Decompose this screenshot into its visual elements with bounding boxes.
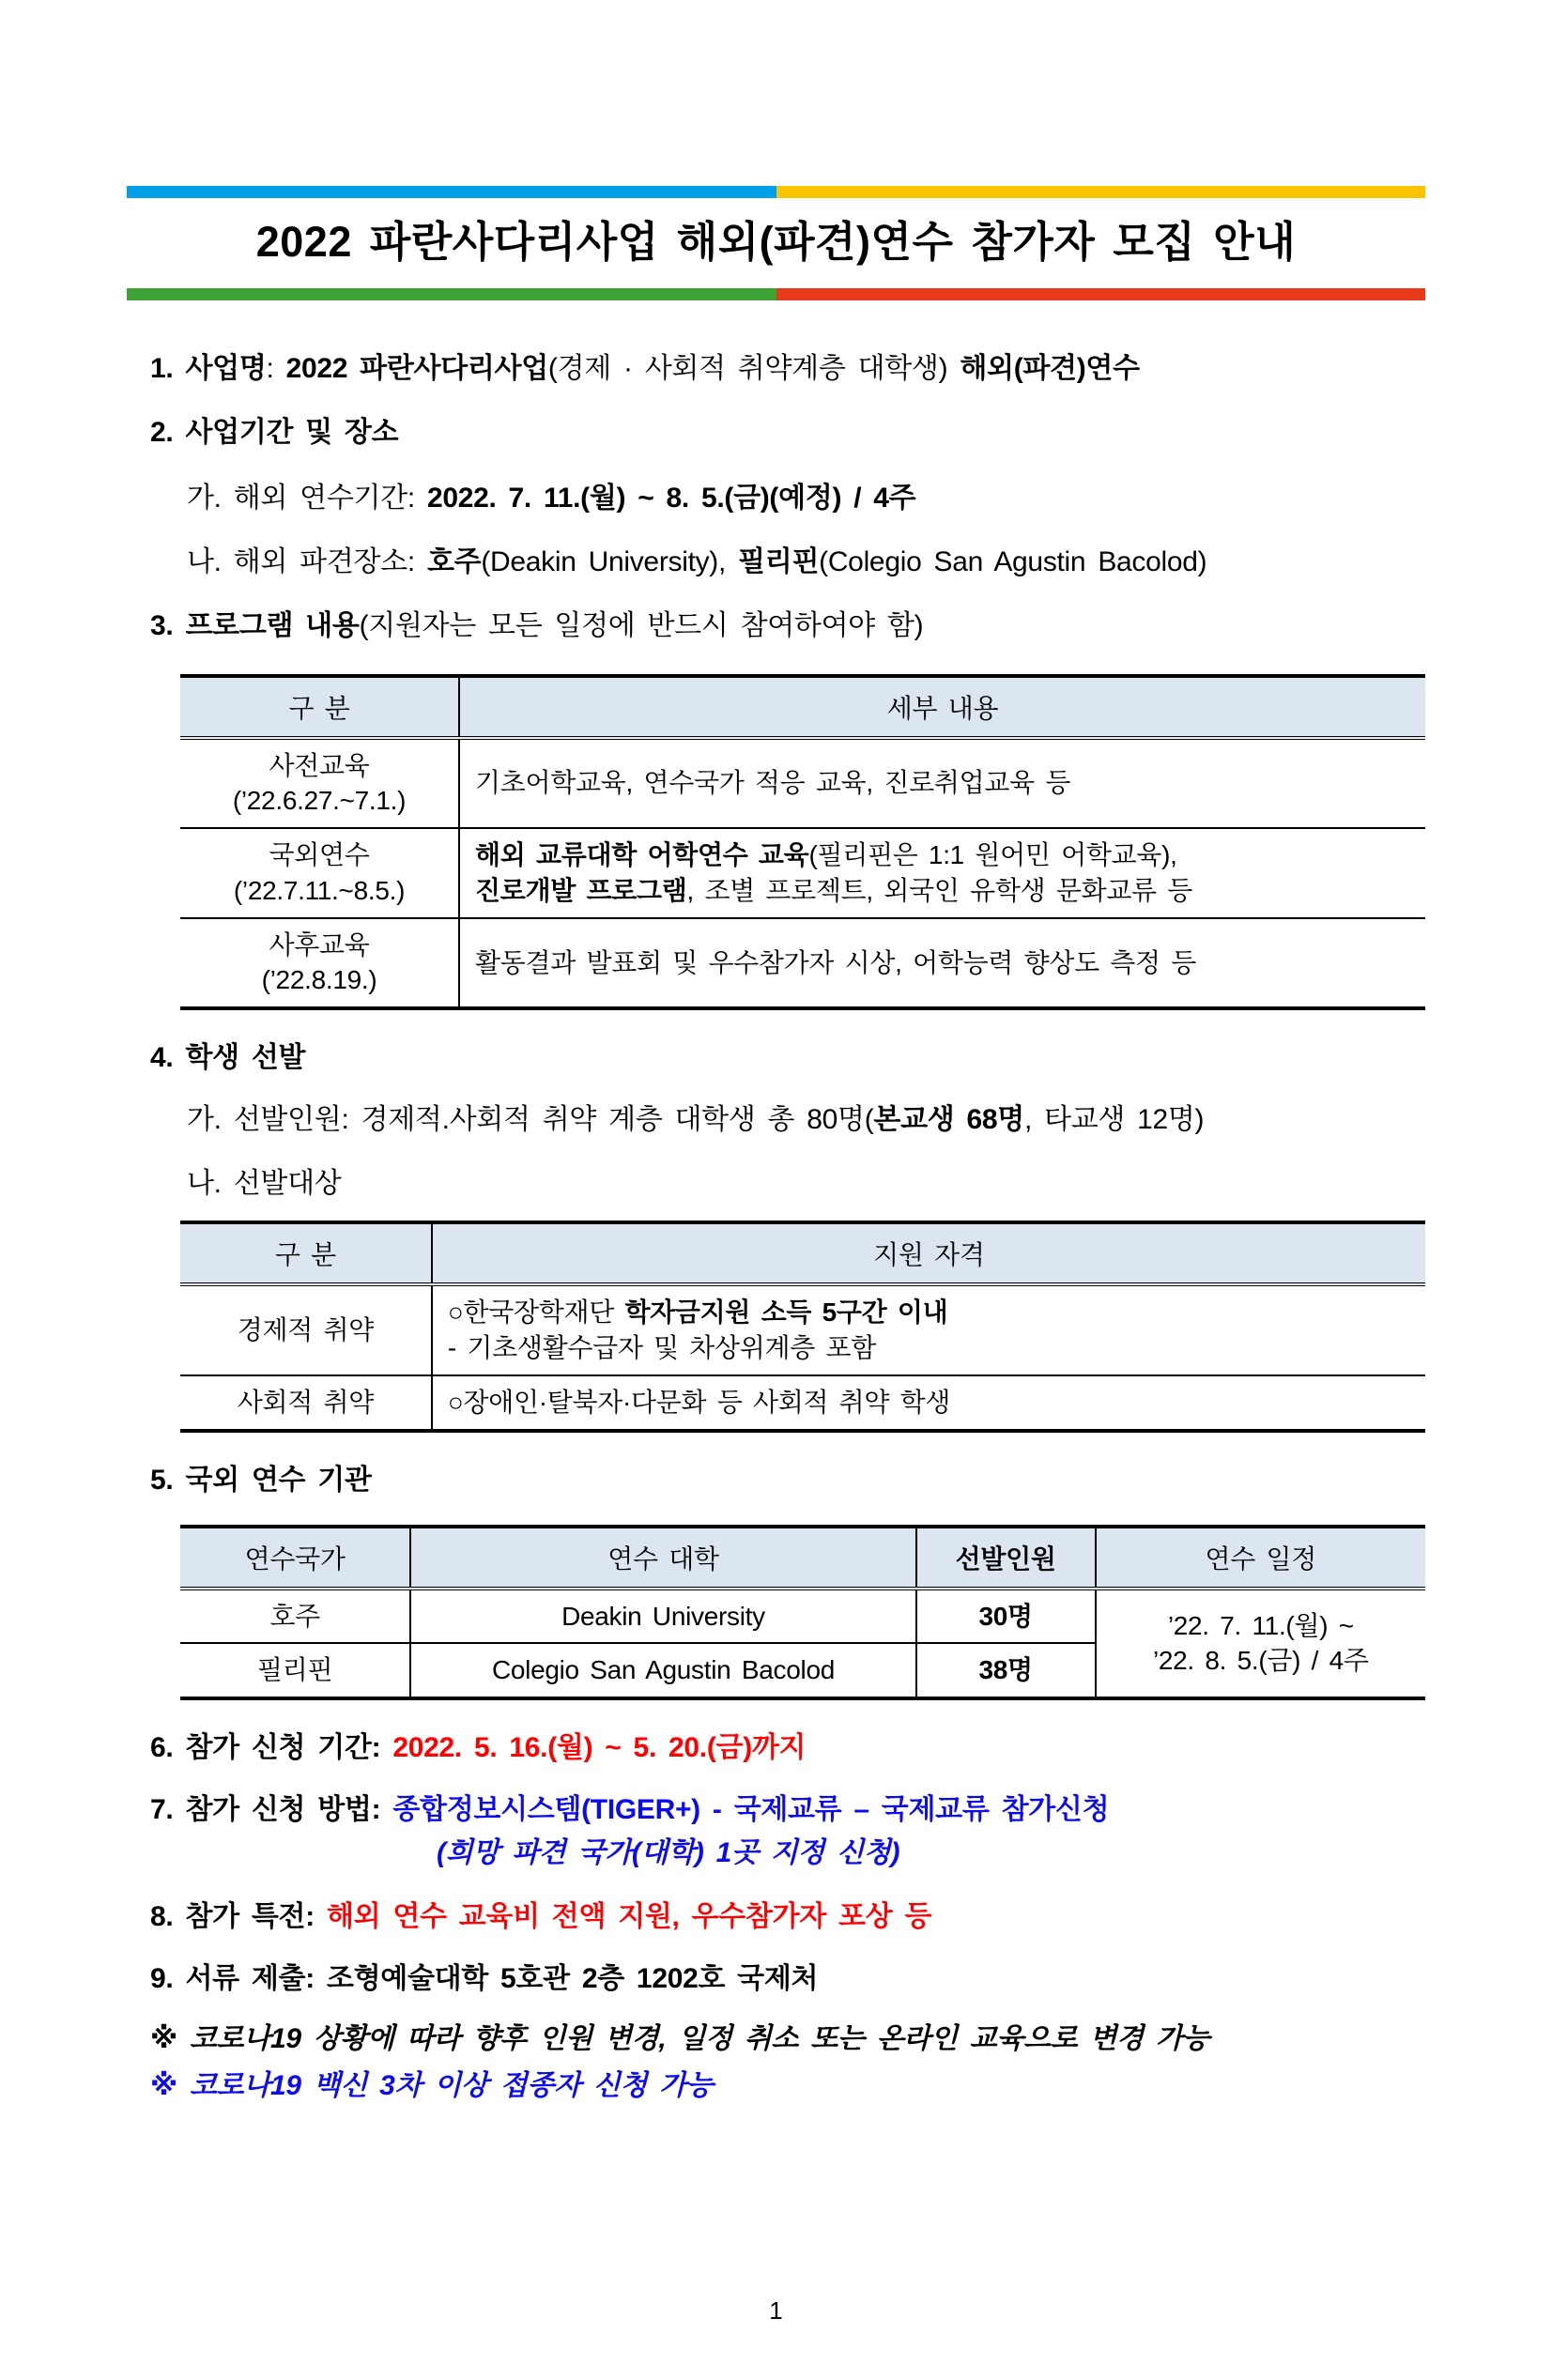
table-cell xyxy=(459,738,1425,829)
text-segment: (’22.7.11.~8.5.) xyxy=(233,875,406,905)
text-segment: (희망 파견 국가(대학) 1곳 지정 신청) xyxy=(437,1837,900,1869)
text-segment: (경제 · 사회적 취약계층 대학생) xyxy=(547,352,960,384)
text-segment: 30명 xyxy=(978,1601,1033,1631)
section-3-program xyxy=(127,607,1425,646)
program-schedule-table xyxy=(180,674,1425,1011)
cell-line xyxy=(448,1295,1410,1330)
table-cell xyxy=(180,1284,432,1375)
table-cell xyxy=(916,1589,1096,1644)
table-cell xyxy=(180,918,459,1009)
cell-line xyxy=(448,1330,1410,1366)
section-1-project-name xyxy=(127,349,1425,389)
institutions-table xyxy=(180,1525,1425,1701)
table-row xyxy=(180,1589,1425,1644)
text-segment: 연수국가 xyxy=(244,1543,346,1574)
section-4b-selection-target xyxy=(127,1164,1425,1204)
table-cell xyxy=(432,1284,1425,1375)
table-row xyxy=(180,918,1425,1009)
section-2b-dispatch-place xyxy=(127,543,1425,582)
text-segment: 호주 xyxy=(426,545,482,577)
column-header xyxy=(432,1222,1425,1284)
cell-line xyxy=(475,945,1410,981)
section-4a-selection-count xyxy=(127,1100,1425,1140)
title-bottom-bar-green-segment xyxy=(127,288,776,300)
text-segment: 활동결과 발표회 및 우수참가자 시상, 어학능력 향상도 측정 등 xyxy=(475,947,1197,977)
text-segment: (Deakin University), xyxy=(481,545,739,577)
text-segment: 8. 참가 특전: xyxy=(150,1901,327,1933)
text-segment: ○장애인·탈북자·다문화 등 사회적 취약 학생 xyxy=(447,1387,951,1417)
cell-line xyxy=(195,837,443,873)
text-segment: 필리핀 xyxy=(738,545,820,577)
title-top-bar-blue-segment xyxy=(127,186,776,198)
cell-line xyxy=(475,837,1410,873)
text-segment: 국외연수 xyxy=(269,840,370,870)
text-segment: 1. 사업명 xyxy=(150,352,267,384)
cell-line xyxy=(195,873,443,909)
text-segment: 9. 서류 제출: 조형예술대학 5호관 2층 1202호 국제처 xyxy=(150,1963,819,1995)
text-segment: ※ 코로나19 상황에 따라 향후 인원 변경, 일정 취소 또는 온라인 교육으로 변경 가능 xyxy=(150,2023,1210,2055)
text-segment: , 조별 프로젝트, 외국인 유학생 문화교류 등 xyxy=(686,875,1193,905)
text-segment: 2022. 5. 16.(월) ~ 5. 20.(금)까지 xyxy=(392,1732,807,1764)
title-bottom-bar xyxy=(127,288,1425,300)
text-segment: 2022 파란사다리사업 xyxy=(285,352,548,384)
document-page xyxy=(0,186,1552,2380)
text-segment: Deakin University xyxy=(561,1601,765,1631)
section-2a-training-period xyxy=(127,479,1425,518)
table-cell xyxy=(916,1643,1096,1698)
cell-line xyxy=(426,1599,899,1635)
column-header xyxy=(410,1527,915,1589)
text-segment: ’22. 8. 5.(금) / 4주 xyxy=(1152,1646,1369,1676)
text-segment: 연수 일정 xyxy=(1205,1543,1317,1574)
text-segment: 본교생 68명 xyxy=(873,1104,1024,1136)
table-cell xyxy=(459,918,1425,1009)
cell-line xyxy=(475,765,1410,801)
text-segment: 4. 학생 선발 xyxy=(150,1042,306,1074)
text-segment: 2. 사업기간 및 장소 xyxy=(150,416,399,448)
text-segment: 필리핀 xyxy=(257,1655,333,1685)
text-segment: 경제적 취약 xyxy=(237,1315,375,1345)
text-segment: ○한국장학재단 xyxy=(447,1297,625,1328)
section-7-application-note xyxy=(127,1834,1425,1873)
text-segment: 사후교육 xyxy=(269,929,370,960)
text-segment: 선발인원 xyxy=(955,1543,1056,1574)
table-row xyxy=(180,738,1425,829)
table-row xyxy=(180,828,1425,918)
text-segment: 해외 교류대학 어학연수 교육 xyxy=(475,840,809,870)
text-segment: 나. 선발대상 xyxy=(187,1168,342,1200)
cell-line xyxy=(932,1652,1080,1688)
text-segment: : xyxy=(266,352,286,384)
section-7-application-method xyxy=(127,1790,1425,1830)
text-segment: 3. 프로그램 내용 xyxy=(150,609,360,641)
text-segment: 7. 참가 신청 방법: xyxy=(150,1794,393,1826)
cell-line xyxy=(1112,1643,1410,1679)
page-title: 2022 파란사다리사업 해외(파견)연수 참가자 모집 안내 xyxy=(255,218,1297,266)
cell-line xyxy=(475,873,1410,909)
text-segment: 나. 해외 파견장소: xyxy=(187,545,427,577)
cell-line xyxy=(426,1652,899,1688)
text-segment: 5. 국외 연수 기관 xyxy=(150,1464,372,1496)
cell-line xyxy=(195,928,443,963)
text-segment: - 기초생활수급자 및 차상위계층 포함 xyxy=(447,1333,877,1363)
section-8-benefits xyxy=(127,1897,1425,1937)
text-segment: (필리핀은 1:1 원어민 어학교육), xyxy=(808,840,1177,870)
document-body xyxy=(127,349,1425,2107)
text-segment: ※ 코로나19 백신 3차 이상 접종자 신청 가능 xyxy=(150,2070,714,2102)
table-header-row xyxy=(180,1222,1425,1284)
text-segment: 사전교육 xyxy=(269,750,370,780)
column-header xyxy=(916,1527,1096,1589)
text-segment: 구 분 xyxy=(274,1240,336,1270)
table-cell xyxy=(180,1375,432,1431)
footnote-covid-change xyxy=(127,2019,1425,2059)
text-segment: 호주 xyxy=(269,1601,320,1631)
eligibility-table xyxy=(180,1221,1425,1432)
text-segment: , 타교생 12명) xyxy=(1023,1104,1205,1136)
text-segment: Colegio San Agustin Bacolod xyxy=(491,1655,835,1685)
table-row xyxy=(180,1284,1425,1375)
text-segment: ’22. 7. 11.(월) ~ xyxy=(1167,1610,1354,1640)
table-cell xyxy=(180,828,459,918)
text-segment: 기초어학교육, 연수국가 적응 교육, 진로취업교육 등 xyxy=(475,768,1071,798)
text-segment: (’22.6.27.~7.1.) xyxy=(232,786,407,816)
section-5-institutions xyxy=(127,1461,1425,1500)
table-cell xyxy=(459,828,1425,918)
cell-line xyxy=(195,1599,394,1635)
text-segment: 진로개발 프로그램 xyxy=(475,875,687,905)
title-bottom-bar-red-segment xyxy=(776,288,1426,300)
text-segment: (지원자는 모든 일정에 반드시 참여하여야 함) xyxy=(359,609,924,641)
title-block xyxy=(127,186,1425,300)
cell-line xyxy=(448,1385,1410,1420)
section-9-document-submission xyxy=(127,1959,1425,1999)
table-cell xyxy=(410,1589,915,1644)
column-header xyxy=(1096,1527,1425,1589)
table-cell xyxy=(1096,1589,1425,1699)
text-segment: (Colegio San Agustin Bacolod) xyxy=(819,545,1207,577)
section-6-application-period xyxy=(127,1728,1425,1768)
text-segment: 세부 내용 xyxy=(886,693,999,723)
table-header-row xyxy=(180,676,1425,738)
text-segment: 가. 해외 연수기간: xyxy=(187,482,427,514)
table-cell xyxy=(180,1643,410,1698)
title-top-bar xyxy=(127,186,1425,198)
page-number: 1 xyxy=(769,2296,783,2325)
table-row xyxy=(180,1375,1425,1431)
cell-line xyxy=(195,1385,416,1420)
text-segment: 가. 선발인원: 경제적.사회적 취약 계층 대학생 총 80명( xyxy=(187,1104,874,1136)
table-cell xyxy=(180,1589,410,1644)
column-header xyxy=(180,676,459,738)
cell-line xyxy=(195,783,443,819)
table-header-row xyxy=(180,1527,1425,1589)
text-segment: 해외 연수 교육비 전액 지원, 우수참가자 포상 등 xyxy=(326,1901,932,1933)
table-cell xyxy=(180,738,459,829)
text-segment: 6. 참가 신청 기간: xyxy=(150,1732,393,1764)
text-segment: 종합정보시스템(TIGER+) - 국제교류 – 국제교류 참가신청 xyxy=(392,1794,1110,1826)
title-top-bar-yellow-segment xyxy=(776,186,1426,198)
column-header xyxy=(459,676,1425,738)
section-4-student-selection xyxy=(127,1038,1425,1078)
cell-line xyxy=(195,1652,394,1688)
cell-line xyxy=(1112,1608,1410,1644)
table-cell xyxy=(410,1643,915,1698)
text-segment: 해외(파견)연수 xyxy=(960,352,1140,384)
section-2-period-place xyxy=(127,413,1425,453)
cell-line xyxy=(932,1599,1080,1635)
cell-line xyxy=(195,962,443,998)
text-segment: 2022. 7. 11.(월) ~ 8. 5.(금)(예정) / 4주 xyxy=(426,482,916,514)
text-segment: 38명 xyxy=(978,1655,1033,1685)
cell-line xyxy=(195,748,443,784)
text-segment: 구 분 xyxy=(288,693,350,723)
cell-line xyxy=(195,1313,416,1348)
column-header xyxy=(180,1222,432,1284)
text-segment: 연수 대학 xyxy=(607,1543,719,1574)
text-segment: (’22.8.19.) xyxy=(261,965,377,995)
column-header xyxy=(180,1527,410,1589)
footnote-covid-vaccine xyxy=(127,2066,1425,2106)
text-segment: 지원 자격 xyxy=(873,1240,985,1270)
table-cell xyxy=(432,1375,1425,1431)
text-segment: 학자금지원 소득 5구간 이내 xyxy=(624,1297,948,1328)
text-segment: 사회적 취약 xyxy=(237,1387,375,1417)
